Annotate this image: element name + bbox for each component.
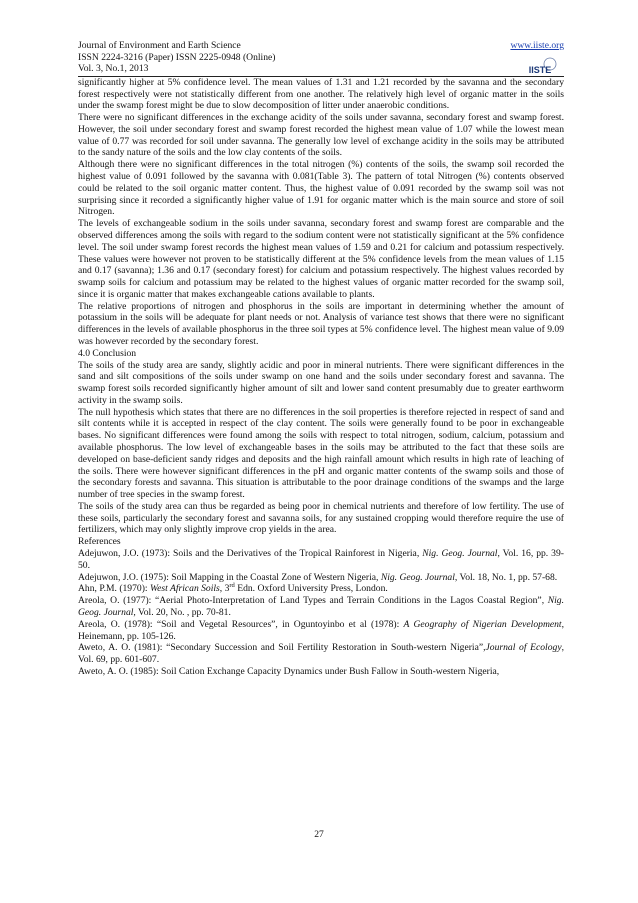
- article-body: [78, 77, 564, 678]
- paragraph: The null hypothesis which states that there are no differences in the soil properties is therefore rejected in respect of sand and silt contents while it is accepted in respect of the clay content. The soils were generally found to be poor in exchangeable bases. No significant differences were found among the soils with respect to total nitrogen, sodium, calcium, potassium and available phosphorus. The low level of exchangeable bases in the soils may be attributed to the fact that these soils are developed on base-deficient sandy ridges and deposits and the high rainfall amount which results in high rate of leaching of the soils. There were however significant differences in the pH and organic matter contents of the swamp soils and those of the secondary forests and savanna. This situation is attributable to the poor drainage conditions of the swamps and the large number of tree species in the swamp forest.: [78, 406, 564, 501]
- reference-item: Areola, O. (1978): “Soil and Vegetal Resources”, in Oguntoyinbo et al (1978): A Geography of Nigerian Development, Heinemann, pp. 105-126.: [78, 618, 564, 642]
- paragraph: The soils of the study area can thus be regarded as being poor in chemical nutrients and therefore of low fertility. The use of these soils, particularly the secondary forest and savanna soils, for any sustained cropping would therefore require the use of fertilizers, which may only slightly improve crop yields in the area.: [78, 500, 564, 536]
- references-heading: References: [78, 536, 121, 548]
- page: [78, 40, 564, 678]
- header-rule: [78, 76, 564, 77]
- volume-line: Vol. 3, No.1, 2013: [78, 63, 149, 75]
- reference-item: Ahn, P.M. (1970): West African Soils, 3rd Edn. Oxford University Press, London.: [78, 582, 388, 595]
- logo-text: IISTE: [528, 65, 552, 75]
- reference-item: Adejuwon, J.O. (1975): Soil Mapping in the Coastal Zone of Western Nigeria, Nig. Geog. Journal, Vol. 18, No. 1, pp. 57-68.: [78, 571, 558, 583]
- section-heading: 4.0 Conclusion: [78, 347, 137, 359]
- page-number: 27: [314, 829, 324, 840]
- journal-name: Journal of Environment and Earth Science: [78, 40, 241, 51]
- paragraph: significantly higher at 5% confidence level. The mean values of 1.31 and 1.21 recorded by the savanna and the secondary forest respectively were not statistically different from one another. The relatively high level of organic matter in the soils under the swamp forest might be due to slow decomposition of litter under anaerobic conditions.: [78, 76, 564, 112]
- page-header: [78, 40, 564, 77]
- paragraph: The relative proportions of nitrogen and phosphorus in the soils are important in determining whether the amount of potassium in the soils will be adequate for plant needs or not. Analysis of variance test shows that there were no significant differences in the levels of available phosphorus in the three soil types at 5% confidence level. The highest mean value of 9.09 was however recorded by the secondary forest.: [78, 300, 564, 347]
- paragraph: The soils of the study area are sandy, slightly acidic and poor in mineral nutrients. There were significant differences in the sand and silt compositions of the soils under swamp on one hand and the soils under secondary forest and savanna. The swamp forest soils recorded significantly higher amount of silt and lower sand content presumably due to greater earthworm activity in the swamp soils.: [78, 359, 564, 406]
- reference-item: Aweto, A. O. (1985): Soil Cation Exchange Capacity Dynamics under Bush Fallow in South-western Nigeria,: [78, 665, 500, 677]
- reference-item: Aweto, A. O. (1981): “Secondary Succession and Soil Fertility Restoration in South-western Nigeria”,Journal of Ecology, Vol. 69, pp. 601-607.: [78, 642, 564, 666]
- paragraph: Although there were no significant differences in the total nitrogen (%) contents of the soils, the swamp soil recorded the highest value of 0.091 followed by the savanna with 0.081(Table 3). The pattern of total Nitrogen (%) contents observed could be related to the soil organic matter content. Thus, the highest value of 0.091 recorded by the swamp soil was not surprising since it recorded a significantly higher value of 1.91 for organic matter which is the main source and store of soil Nitrogen.: [78, 159, 564, 218]
- journal-url-link[interactable]: www.iiste.org: [510, 40, 564, 51]
- reference-item: Areola, O. (1977): “Aerial Photo-Interpretation of Land Types and Terrain Conditions in the Lagos Coastal Region”, Nig. Geog. Journal, Vol. 20, No. , pp. 70-81.: [78, 595, 564, 618]
- issn-line: ISSN 2224-3216 (Paper) ISSN 2225-0948 (Online): [78, 51, 276, 63]
- paragraph: The levels of exchangeable sodium in the soils under savanna, secondary forest and swamp forest are comparable and the observed differences among the soils with regard to the sodium content were not statistically significant at the 5% confidence level. The soil under swamp forest records the highest mean values of 1.59 and 0.21 for calcium and potassium respectively. These values were however not proven to be statistically different at the 5% confidence levels from the mean values of 1.15 and 0.17 (savanna); 1.36 and 0.17 (secondary forest) for calcium and potassium respectively. The highest values recorded by swamp soils for calcium and potassium may be related to the highest values of organic matter recorded for the swamp soil, since it is organic matter that makes exchangeable cations available to plants.: [78, 218, 564, 300]
- reference-item: Adejuwon, J.O. (1973): Soils and the Derivatives of the Tropical Rainforest in Nigeria, Nig. Geog. Journal, Vol. 16, pp. 39-50.: [78, 548, 564, 571]
- paragraph: There were no significant differences in the exchange acidity of the soils under savanna, secondary forest and swamp forest. However, the soil under secondary forest and swamp forest recorded the highest mean value of 1.07 while the lowest mean value of 0.77 was recorded for soil under savanna. The generally low level of exchange acidity in the soils may be attributed to the sandy nature of the soils and the low clay contents of the soils.: [78, 112, 564, 159]
- iiste-logo: [518, 57, 562, 76]
